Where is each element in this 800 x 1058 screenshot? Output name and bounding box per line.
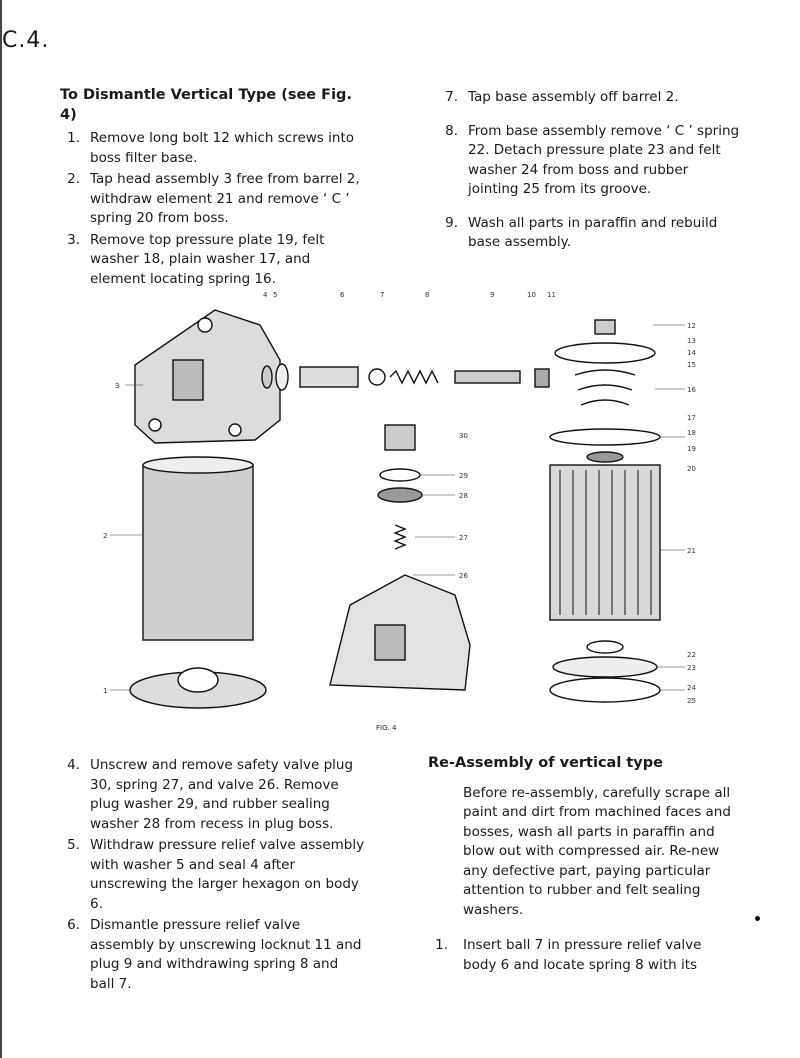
dismantle-section — [60, 86, 368, 291]
step-item — [428, 936, 734, 975]
step-text: Dismantle pressure relief valve assembly by unscrewing locknut 11 and plug 9 and withdrawing spring 8 and ball 7. — [90, 917, 362, 992]
figure-caption: FIG. 4 — [376, 724, 397, 732]
reassembly-heading: Re-Assembly of vertical type — [428, 755, 663, 771]
step-item — [438, 88, 740, 108]
step-item — [60, 129, 368, 168]
callout-label: 11 — [547, 291, 556, 299]
dismantle-steps-4-6 — [60, 756, 366, 996]
filter-element — [550, 465, 660, 620]
step-number: 3. — [67, 231, 80, 248]
step-text: Insert ball 7 in pressure relief valve body 6 and locate spring 8 with its — [463, 937, 702, 973]
callout-label: 15 — [687, 361, 696, 369]
step-text: Withdraw pressure relief valve assembly with washer 5 and seal 4 after unscrewing the larger hexagon on body 6. — [90, 837, 365, 912]
callout-label: 29 — [459, 472, 468, 480]
callout-label: 20 — [687, 465, 696, 473]
step-text: Tap base assembly off barrel 2. — [468, 89, 679, 105]
step-item — [60, 756, 366, 834]
step-number: 9. — [445, 214, 458, 231]
reassembly-steps — [428, 936, 734, 975]
callout-label: 16 — [687, 386, 696, 394]
step-item — [438, 214, 740, 253]
step-text: Tap head assembly 3 free from barrel 2, withdraw element 21 and remove ‘ C ’ spring 20 from boss. — [90, 171, 360, 226]
exploded-filter-diagram — [95, 285, 700, 745]
step-text: Wash all parts in paraffin and rebuild base assembly. — [468, 214, 718, 250]
callout-label: 14 — [687, 349, 696, 357]
reassembly-section — [428, 754, 734, 977]
callout-label: 28 — [459, 492, 468, 500]
barrel — [143, 465, 253, 640]
step-text: Remove long bolt 12 which screws into boss filter base. — [90, 130, 354, 166]
page-reference: C.4. — [2, 28, 50, 53]
callout-label: 18 — [687, 429, 696, 437]
dismantle-steps-7-9 — [438, 88, 740, 267]
callout-label: 6 — [340, 291, 345, 299]
callout-label: 2 — [103, 532, 108, 540]
callout-label: 27 — [459, 534, 468, 542]
step-number: 5. — [67, 837, 80, 853]
callout-label: 19 — [687, 445, 696, 453]
callout-label: 26 — [459, 572, 468, 580]
step-text: Unscrew and remove safety valve plug 30, spring 27, and valve 26. Remove plug washer 29, and rubber sealing washer 28 from recess in plug boss. — [90, 757, 354, 832]
step-number: 7. — [445, 89, 458, 105]
callout-label: 17 — [687, 414, 696, 422]
dismantle-steps-1-3 — [60, 129, 368, 289]
callout-label: 3 — [115, 382, 120, 390]
callout-label: 13 — [687, 337, 696, 345]
dismantle-steps-right — [438, 88, 740, 253]
callout-label: 12 — [687, 322, 696, 330]
callout-label: 8 — [425, 291, 430, 299]
step-number: 1. — [67, 130, 80, 146]
callout-label: 25 — [687, 697, 696, 705]
step-text: Remove top pressure plate 19, felt washer 18, plain washer 17, and element locating spring 16. — [90, 231, 325, 287]
callout-label: 10 — [527, 291, 536, 299]
step-number: 8. — [445, 122, 458, 139]
callout-label: 23 — [687, 664, 696, 672]
step-number: 2. — [67, 171, 80, 187]
callout-label: 9 — [490, 291, 495, 299]
step-number: 1. — [435, 937, 448, 953]
callout-label: 4 — [263, 291, 268, 299]
callout-label: 5 — [273, 291, 278, 299]
step-item — [60, 231, 368, 290]
step-number: 6. — [67, 917, 80, 933]
step-text: From base assembly remove ‘ C ’ spring 22. Detach pressure plate 23 and felt washer 24 from boss and rubber jointing 25 from its groove. — [468, 122, 740, 197]
ink-mark — [755, 916, 760, 921]
callout-label: 30 — [459, 432, 468, 440]
callout-label: 21 — [687, 547, 696, 555]
callout-label: 22 — [687, 651, 696, 659]
step-item — [60, 916, 366, 994]
valve-body — [300, 367, 358, 387]
callout-label: 7 — [380, 291, 385, 299]
step-number: 4. — [67, 757, 80, 773]
callout-label: 24 — [687, 684, 696, 692]
page-edge-line — [0, 0, 2, 1058]
step-item — [60, 170, 368, 229]
step-item — [60, 836, 366, 914]
reassembly-intro: Before re-assembly, carefully scrape all paint and dirt from machined faces and bosses, wash all parts in paraffin and blow out with compressed air. Re-new any defective part, paying particular attention to rubber and felt sealing washers. — [463, 784, 731, 918]
callout-label: 1 — [103, 687, 108, 695]
dismantle-heading: To Dismantle Vertical Type (see Fig. 4) — [60, 87, 352, 123]
dismantle-steps-lower — [60, 756, 366, 994]
step-item — [438, 122, 740, 200]
